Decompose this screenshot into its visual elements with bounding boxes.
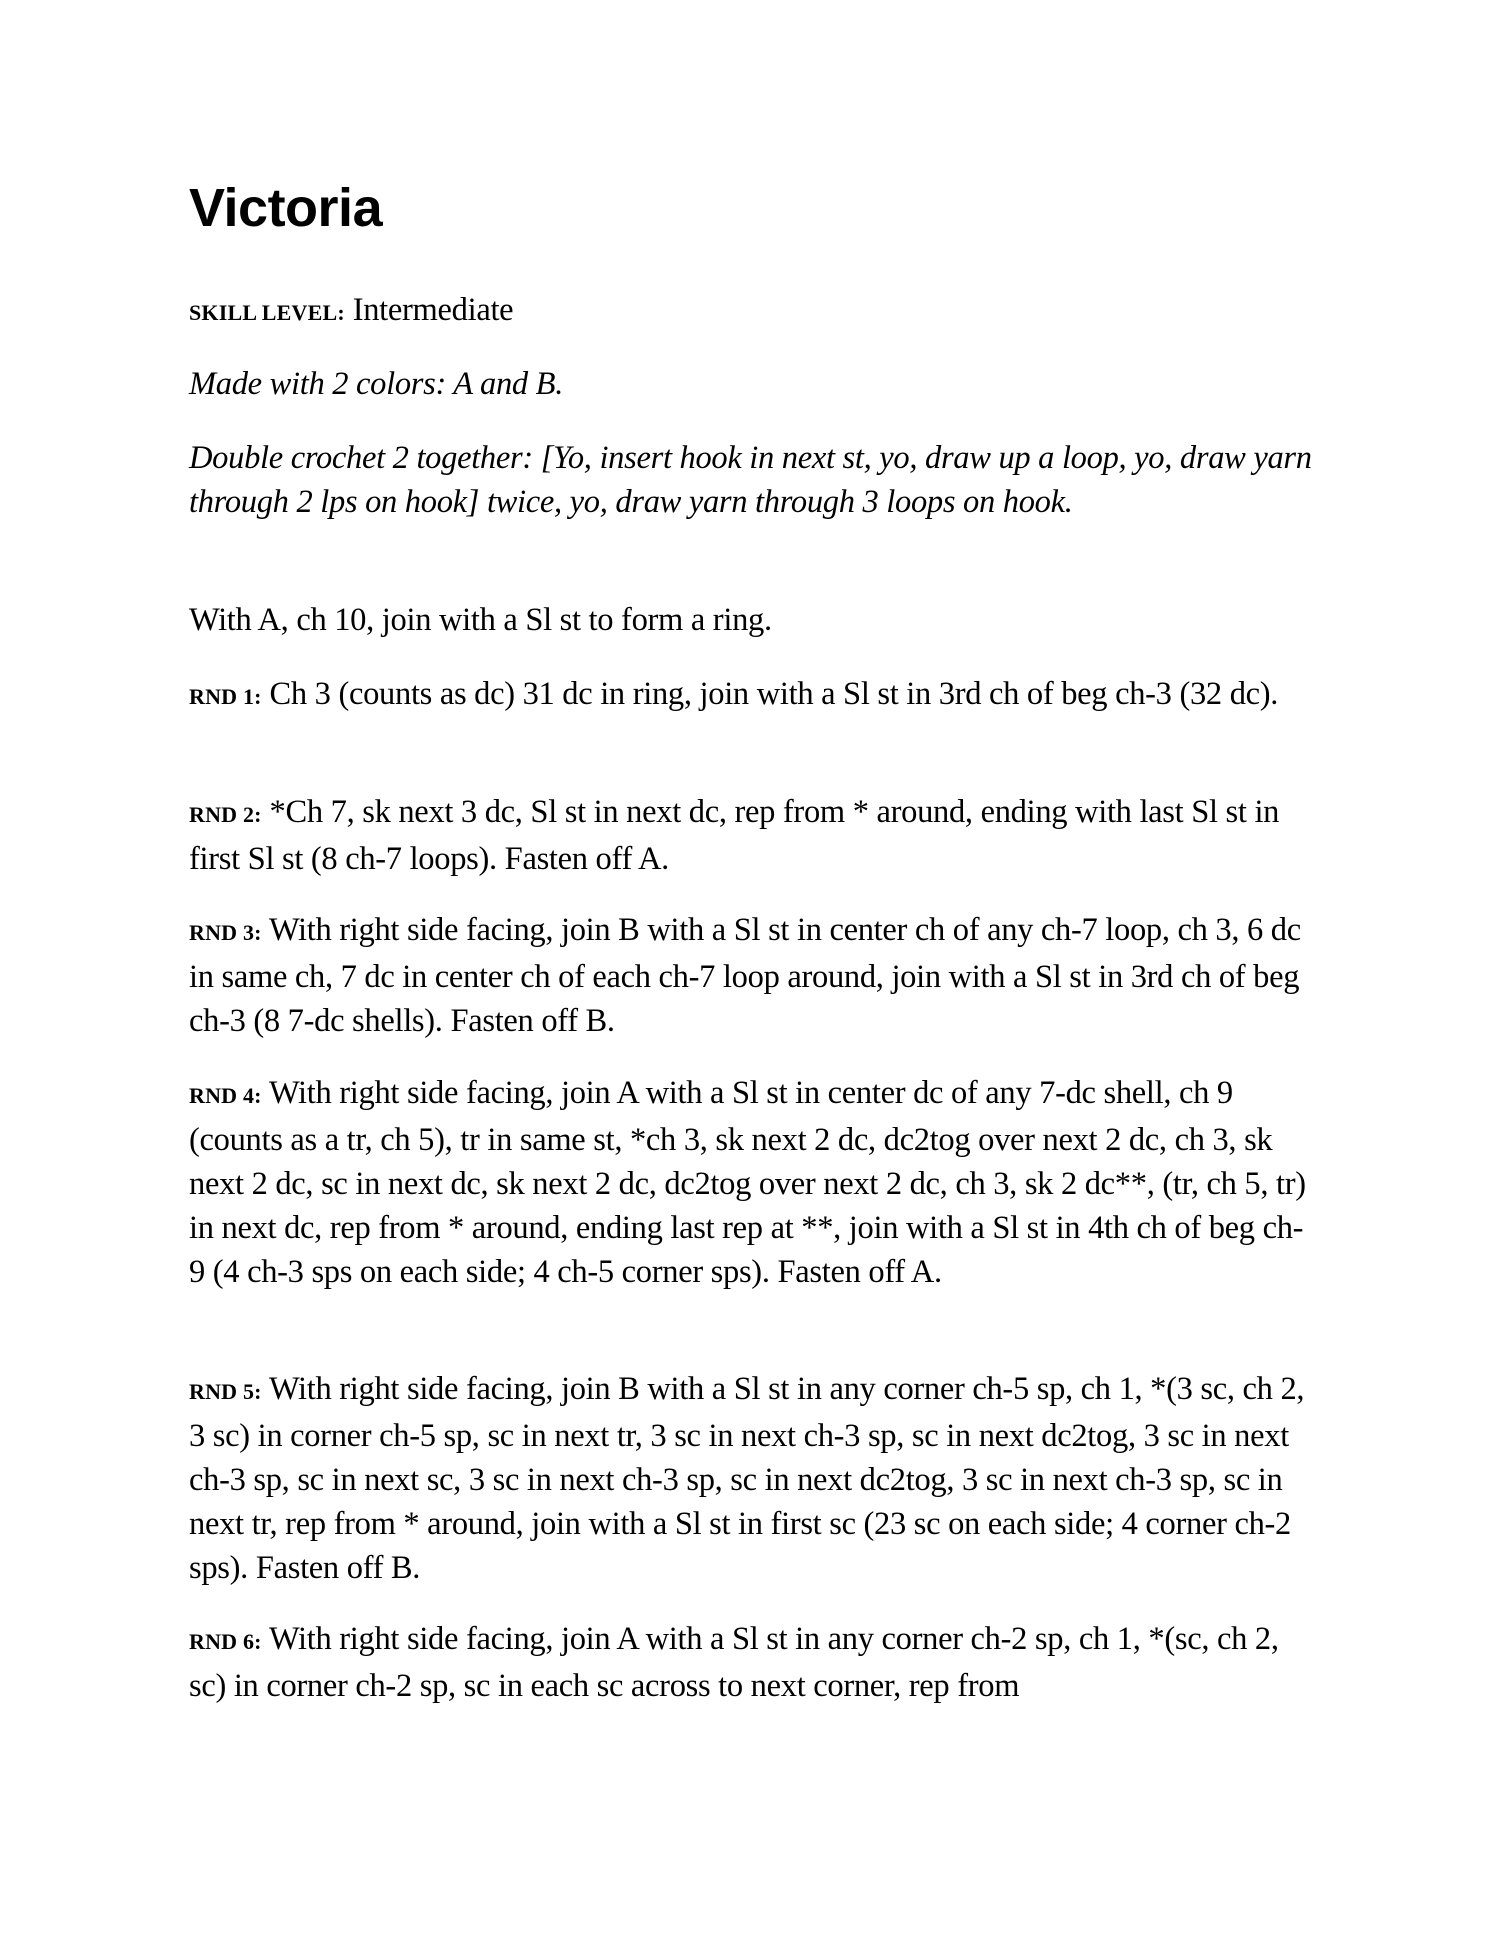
- round-text: Ch 3 (counts as dc) 31 dc in ring, join with a Sl st in 3rd ch of beg ch-3 (32 dc).: [269, 676, 1279, 712]
- round-text: With right side facing, join A with a Sl st in center dc of any 7-dc shell, ch 9 (counts as a tr, ch 5), tr in same st, *ch 3, sk next 2 dc, dc2tog over next 2 dc, ch 3, sk next 2 dc, sc in next dc, sk next 2 dc, dc2tog over next 2 dc, ch 3, sk 2 dc**, (tr, ch 5, tr) in next dc, rep from * around, ending last rep at **, join with a Sl st in 4th ch of beg ch-9 (4 ch-3 sps on each side; 4 ch-5 corner sps). Fasten off A.: [189, 1075, 1306, 1290]
- round-6: [189, 1617, 1319, 1708]
- round-4: [189, 1071, 1319, 1294]
- round-label: RND 5:: [189, 1379, 262, 1404]
- foundation-instruction: With A, ch 10, join with a Sl st to form a ring.: [189, 602, 772, 638]
- round-text: With right side facing, join A with a Sl st in any corner ch-2 sp, ch 1, *(sc, ch 2, sc) in corner ch-2 sp, sc in each sc across to next corner, rep from: [189, 1621, 1279, 1704]
- round-2: [189, 790, 1319, 881]
- technique-note: Double crochet 2 together: [Yo, insert hook in next st, yo, draw up a loop, yo, draw yarn through 2 lps on hook] twice, yo, draw yarn through 3 loops on hook.: [189, 440, 1312, 520]
- skill-level-value: Intermediate: [352, 292, 514, 328]
- skill-level-label: SKILL LEVEL:: [189, 300, 345, 325]
- skill-level: [189, 288, 1319, 335]
- colors-note: Made with 2 colors: A and B.: [189, 366, 564, 402]
- round-label: RND 4:: [189, 1083, 262, 1108]
- round-1: [189, 672, 1319, 719]
- round-5: [189, 1367, 1319, 1590]
- round-text: *Ch 7, sk next 3 dc, Sl st in next dc, rep from * around, ending with last Sl st in first Sl st (8 ch-7 loops). Fasten off A.: [189, 794, 1280, 877]
- round-text: With right side facing, join B with a Sl st in center ch of any ch-7 loop, ch 3, 6 dc in same ch, 7 dc in center ch of each ch-7 loop around, join with a Sl st in 3rd ch of beg ch-3 (8 7-dc shells). Fasten off B.: [189, 912, 1301, 1039]
- round-label: RND 6:: [189, 1629, 262, 1654]
- round-3: [189, 908, 1319, 1043]
- round-text: With right side facing, join B with a Sl st in any corner ch-5 sp, ch 1, *(3 sc, ch 2, 3 sc) in corner ch-5 sp, sc in next tr, 3 sc in next ch-3 sp, sc in next dc2tog, 3 sc in next ch-3 sp, sc in next sc, 3 sc in next ch-3 sp, sc in next dc2tog, 3 sc in next ch-3 sp, sc in next tr, rep from * around, join with a Sl st in first sc (23 sc on each side; 4 corner ch-2 sps). Fasten off B.: [189, 1371, 1305, 1586]
- round-label: RND 3:: [189, 920, 262, 945]
- round-label: RND 2:: [189, 802, 262, 827]
- pattern-title: Victoria: [189, 178, 383, 238]
- round-label: RND 1:: [189, 684, 262, 709]
